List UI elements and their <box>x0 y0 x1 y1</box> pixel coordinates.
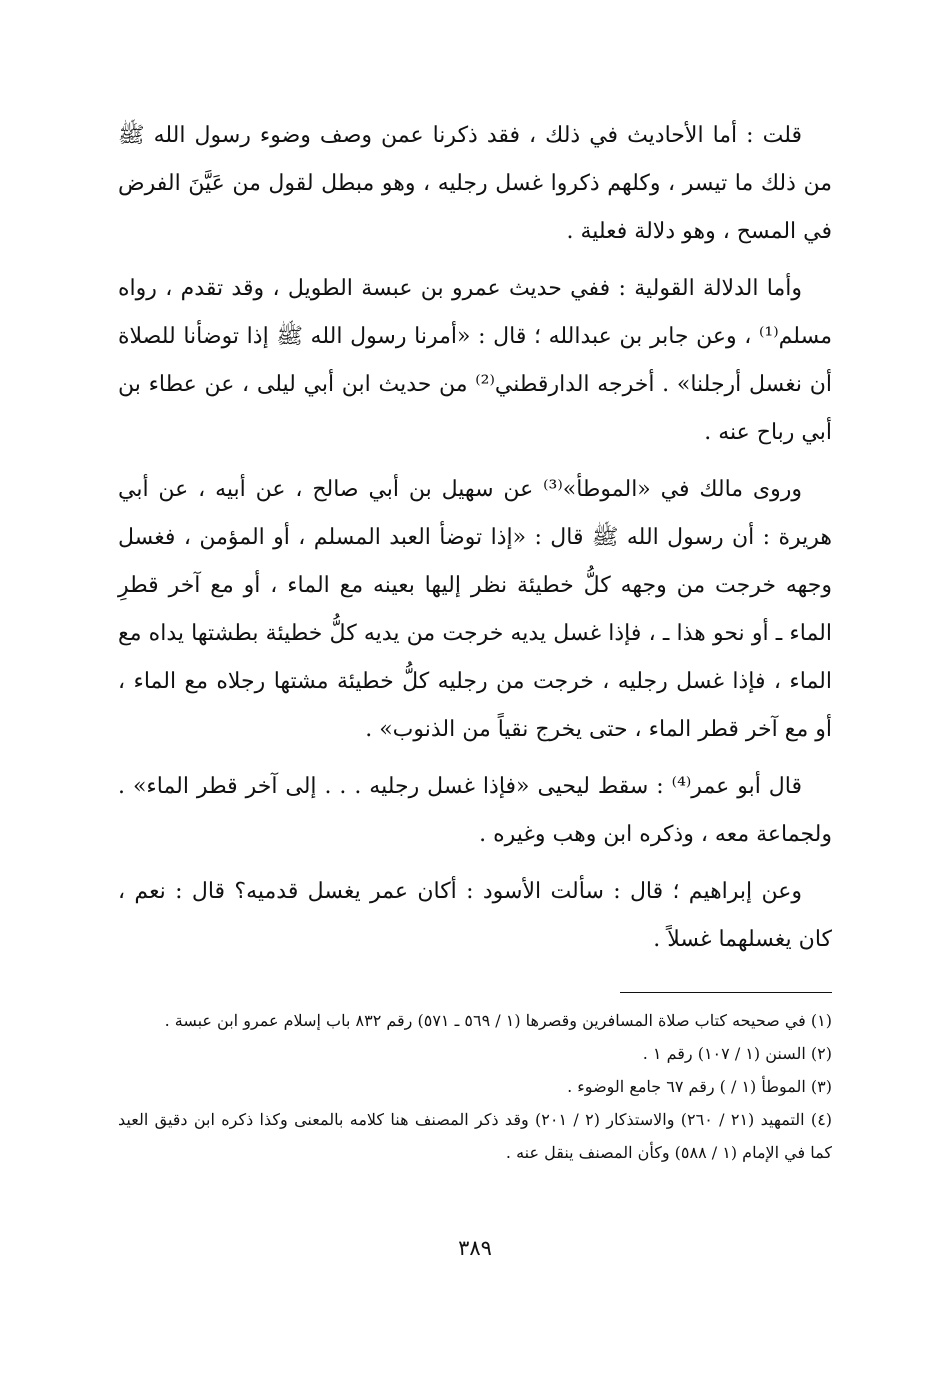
paragraph: وروى مالك في «الموطأ»⁽³⁾ عن سهيل بن أبي صالح ، عن أبيه ، عن أبي هريرة : أن رسول الله ﷺ قال : «إذا توضأ العبد المسلم ، أو المؤمن ، فغسل وجهه خرجت من وجهه كلُّ خطيئة نظر إليها بعينه مع الماء ، أو مع آخر قطرِ الماء ـ أو نحو هذا ـ ، فإذا غسل يديه خرجت من يديه كلُّ خطيئة بطشتها يداه مع الماء ، فإذا غسل رجليه ، خرجت من رجليه كلُّ خطيئة مشتها رجلاه مع الماء ، أو مع آخر قطر الماء ، حتى يخرج نقياً من الذنوب» . <box>118 477 832 742</box>
footnote: (٢) السنن (١ / ١٠٧) رقم ١ . <box>642 1044 832 1063</box>
paragraph: وأما الدلالة القولية : ففي حديث عمرو بن عبسة الطويل ، وقد تقدم ، رواه مسلم⁽¹⁾ ، وعن جابر بن عبدالله ؛ قال : «أمرنا رسول الله ﷺ إذا توضأنا للصلاة أن نغسل أرجلنا» . أخرجه الدارقطني⁽²⁾ من حديث ابن أبي ليلى ، عن عطاء بن أبي رباح عنه . <box>118 276 832 445</box>
page-number: ٣٨٩ <box>458 1236 492 1260</box>
paragraph: قلت : أما الأحاديث في ذلك ، فقد ذكرنا عمن وصف وضوء رسول الله ﷺ من ذلك ما تيسر ، وكلهم ذكروا غسل رجليه ، وهو مبطل لقول من عَيَّنَ الفرض في المسح ، وهو دلالة فعلية . <box>118 123 832 244</box>
main-text <box>118 112 832 964</box>
footnote: (٤) التمهيد (٢١ / ٢٦٠) والاستذكار (٢ / ٢٠١) وقد ذكر المصنف هنا كلامه بالمعنى وكذا ذكره ابن دقيق العيد كما في الإمام (١ / ٥٨٨) وكأن المصنف ينقل عنه . <box>118 1110 833 1162</box>
paragraph: وعن إبراهيم ؛ قال : سألت الأسود : أكان عمر يغسل قدميه؟ قال : نعم ، كان يغسلهما غسلاً . <box>118 879 832 952</box>
footnote: (١) في صحيحه كتاب صلاة المسافرين وقصرها (١ / ٥٦٩ ـ ٥٧١) رقم ٨٣٢ باب إسلام عمرو ابن عبسة . <box>164 1011 832 1030</box>
footnote-separator <box>620 992 832 993</box>
footnote: (٣) الموطأ (١ / ) رقم ٦٧ جامع الوضوء . <box>567 1077 832 1096</box>
footnotes <box>118 1004 832 1169</box>
paragraph: قال أبو عمر⁽⁴⁾ : سقط ليحيى «فإذا غسل رجليه . . . إلى آخر قطر الماء» . ولجماعة معه ، وذكره ابن وهب وغيره . <box>118 774 832 847</box>
